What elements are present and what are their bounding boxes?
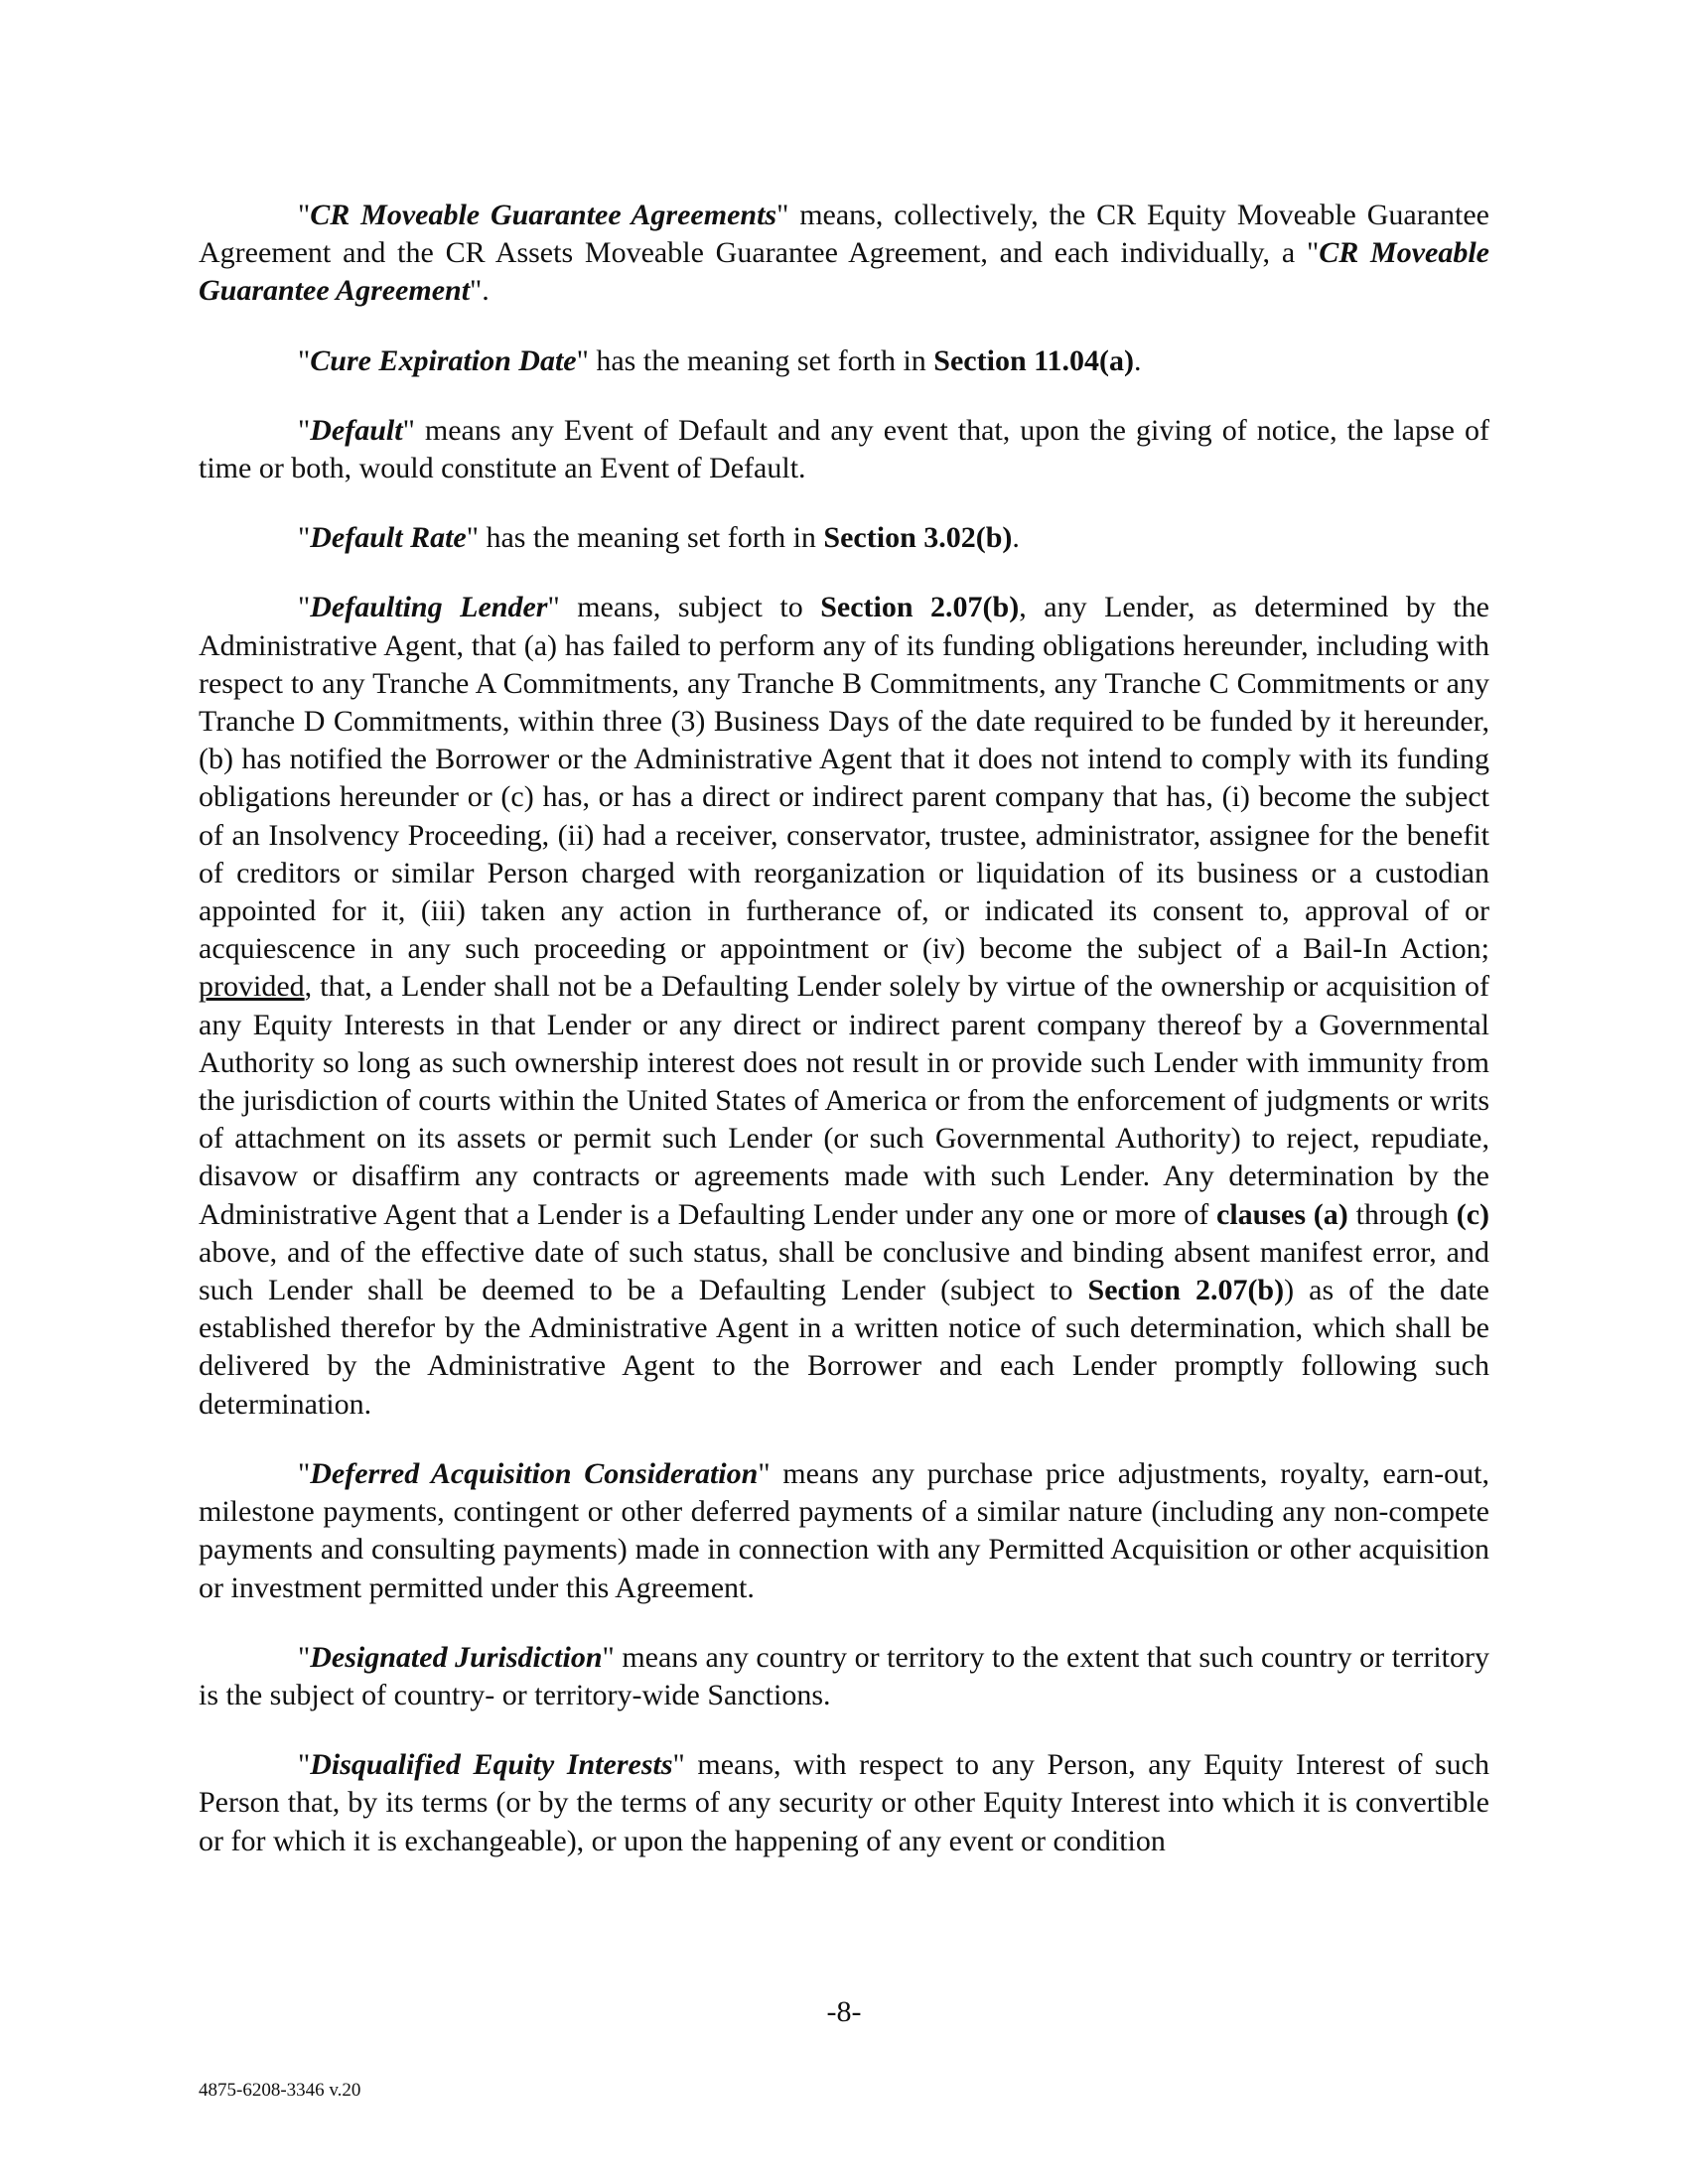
- defined-term: Deferred Acquisition Consideration: [310, 1456, 759, 1490]
- definition-default-rate: [199, 519, 1489, 557]
- definition-designated-jurisdiction: [199, 1639, 1489, 1714]
- document-body: [199, 197, 1489, 1892]
- text-run: ": [298, 343, 311, 377]
- text-run: ": [298, 591, 311, 624]
- defined-term: Default: [310, 413, 403, 447]
- text-run: through: [1347, 1197, 1457, 1231]
- section-reference: (c): [1456, 1197, 1490, 1231]
- section-reference: Section 11.04(a): [933, 343, 1134, 377]
- document-id: 4875-6208-3346 v.20: [199, 2080, 361, 2101]
- text-run: " means, subject to: [547, 591, 821, 624]
- text-run: " means, collectively, the CR Equity Moveable Guarantee Agreement and the CR Assets Moveable Guarantee Agreement, and each individually, a ": [199, 199, 1489, 270]
- page-number: -8-: [826, 1995, 862, 2028]
- text-run: ": [298, 413, 311, 447]
- definition-cure-expiration-date: [199, 342, 1489, 380]
- definition-defaulting-lender: [199, 589, 1489, 1423]
- text-run: ": [298, 521, 311, 555]
- defined-term: Defaulting Lender: [310, 591, 548, 624]
- definition-deferred-acquisition-consideration: [199, 1455, 1489, 1607]
- text-run: " means, with respect to any Person, any Equity Interest of such Person that, by its terms (or by the terms of any security or other Equity Interest into which it is convertible or for which it is exchangeable), or upon the happening of any event or condition: [199, 1748, 1489, 1857]
- defined-term: Designated Jurisdiction: [310, 1640, 603, 1674]
- text-run: " has the meaning set forth in: [576, 343, 934, 377]
- text-run: " means any purchase price adjustments, royalty, earn-out, milestone payments, contingent or other deferred payments of a similar nature (including any non-compete payments and consulting payments) made in connection with any Permitted Acquisition or other acquisition or investment permitted under this Agreement.: [199, 1456, 1489, 1604]
- section-reference: Section 2.07(b): [1087, 1274, 1285, 1307]
- text-run: ": [298, 1748, 311, 1782]
- defined-term: Cure Expiration Date: [310, 343, 577, 377]
- underlined-term: provided: [199, 970, 305, 1004]
- defined-term: CR Moveable Guarantee Agreement: [199, 236, 1489, 308]
- definition-default: [199, 412, 1489, 487]
- text-run: , that, a Lender shall not be a Defaulting Lender solely by virtue of the ownership or acquisition of any Equity Interests in that Lender or any direct or indirect parent company thereof by a Governmental Authority so long as such ownership interest does not result in or provide such Lender with immunity from the jurisdiction of courts within the United States of America or from the enforcement of judgments or writs of attachment on its assets or permit such Lender (or such Governmental Authority) to reject, repudiate, disavow or disaffirm any contracts or agreements made with such Lender. Any determination by the Administrative Agent that a Lender is a Defaulting Lender under any one or more of: [199, 970, 1489, 1231]
- section-reference: clauses (a): [1216, 1197, 1348, 1231]
- text-run: above, and of the effective date of such status, shall be conclusive and binding absent manifest error, and such Lender shall be deemed to be a Defaulting Lender (subject to: [199, 1235, 1489, 1307]
- defined-term: CR Moveable Guarantee Agreements: [310, 199, 777, 231]
- defined-term: Default Rate: [310, 521, 467, 555]
- section-reference: Section 2.07(b): [820, 591, 1020, 624]
- text-run: .: [1012, 521, 1020, 555]
- text-run: ) as of the date established therefor by the Administrative Agent in a written notice of such determination, which shall be delivered by the Administrative Agent to the Borrower and each Lender promptly following such determination.: [199, 1274, 1489, 1421]
- defined-term: Disqualified Equity Interests: [310, 1748, 673, 1782]
- text-run: ".: [470, 274, 490, 308]
- text-run: ": [298, 199, 311, 231]
- text-run: ": [298, 1640, 311, 1674]
- text-run: " has the meaning set forth in: [466, 521, 824, 555]
- section-reference: Section 3.02(b): [823, 521, 1013, 555]
- text-run: " means any country or territory to the extent that such country or territory is the subject of country- or territory-wide Sanctions.: [199, 1640, 1490, 1711]
- text-run: " means any Event of Default and any event that, upon the giving of notice, the lapse of time or both, would constitute an Event of Default.: [199, 413, 1489, 485]
- text-run: .: [1133, 343, 1142, 377]
- definition-disqualified-equity-interests: [199, 1746, 1489, 1860]
- text-run: , any Lender, as determined by the Administrative Agent, that (a) has failed to perform any of its funding obligations hereunder, including with respect to any Tranche A Commitments, any Tranche B Commitments, any Tranche C Commitments or any Tranche D Commitments, within three (3) Business Days of the date required to be funded by it hereunder, (b) has notified the Borrower or the Administrative Agent that it does not intend to comply with its funding obligations hereunder or (c) has, or has a direct or indirect parent company that has, (i) become the subject of an Insolvency Proceeding, (ii) had a receiver, conservator, trustee, administrator, assignee for the benefit of creditors or similar Person charged with reorganization or liquidation of its business or a custodian appointed for it, (iii) taken any action in furtherance of, or indicated its consent to, approval of or acquiescence in any such proceeding or appointment or (iv) become the subject of a Bail-In Action;: [199, 591, 1489, 966]
- text-run: ": [298, 1456, 311, 1490]
- definition-cr-moveable-guarantee-agreements: [199, 197, 1489, 311]
